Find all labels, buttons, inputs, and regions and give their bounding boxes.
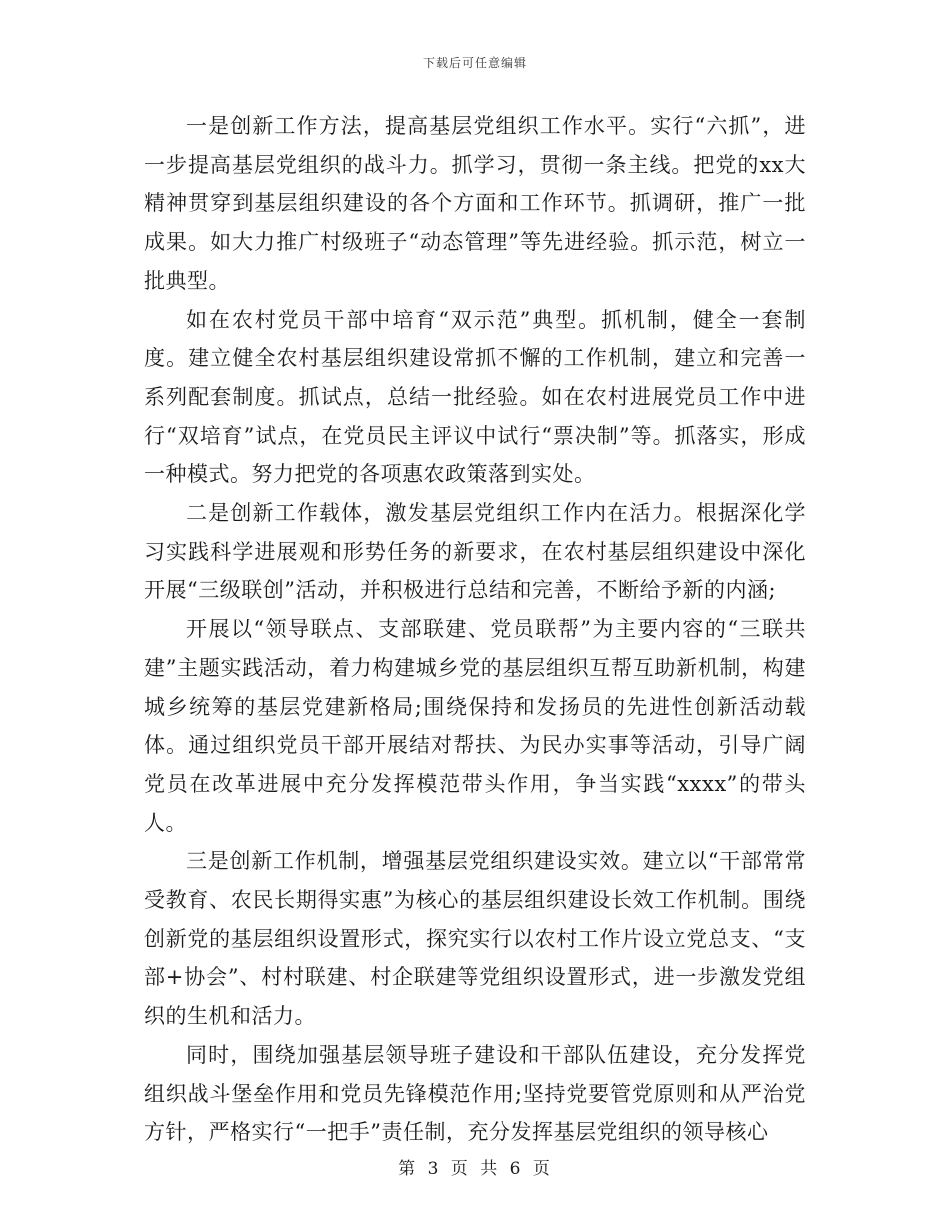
paragraph-4: 开展以“领导联点、支部联建、党员联帮”为主要内容的“三联共建”主题实践活动，着力构建城乡党的基层组织互帮互助新机制，构建城乡统筹的基层党建新格局;围绕保持和发扬员的先进性创新活动载体。通过组织党员干部开展结对帮扶、为民办实事等活动，引导广阔党员在改革进展中充分发挥模范带头作用，争当实践“xxxx”的带头人。 <box>144 617 806 835</box>
paragraph-2: 如在农村党员干部中培育“双示范”典型。抓机制，健全一套制度。建立健全农村基层组织建设常抓不懈的工作机制，建立和完善一系列配套制度。抓试点，总结一批经验。如在农村进展党员工作中进行“双培育”试点，在党员民主评议中试行“票决制”等。抓落实，形成一种模式。努力把党的各项惠农政策落到实处。 <box>144 307 806 487</box>
document-body <box>144 107 806 1152</box>
paragraph-5: 三是创新工作机制，增强基层党组织建设实效。建立以“干部常常受教育、农民长期得实惠”为核心的基层组织建设长效工作机制。围绕创新党的基层组织设置形式，探究实行以农村工作片设立党总支、“支部+协会”、村村联建、村企联建等党组织设置形式，进一步激发党组织的生机和活力。 <box>144 849 806 1029</box>
paragraph-6: 同时，围绕加强基层领导班子建设和干部队伍建设，充分发挥党组织战斗堡垒作用和党员先锋模范作用;坚持党要管党原则和从严治党方针，严格实行“一把手”责任制，充分发挥基层党组织的领导核心 <box>144 1042 806 1145</box>
paragraph-3: 二是创新工作载体，激发基层党组织工作内在活力。根据深化学习实践科学进展观和形势任务的新要求，在农村基层组织建设中深化开展“三级联创”活动，并积极进行总结和完善，不断给予新的内涵; <box>144 501 806 603</box>
paragraph-1: 一是创新工作方法，提高基层党组织工作水平。实行“六抓”，进一步提高基层党组织的战斗力。抓学习，贯彻一条主线。把党的xx大精神贯穿到基层组织建设的各个方面和工作环节。抓调研，推广一批成果。如大力推广村级班子“动态管理”等先进经验。抓示范，树立一批典型。 <box>144 114 806 293</box>
page-footer: 第 3 页 共 6 页 <box>398 1159 552 1179</box>
page-header: 下载后可任意编辑 <box>422 56 527 70</box>
